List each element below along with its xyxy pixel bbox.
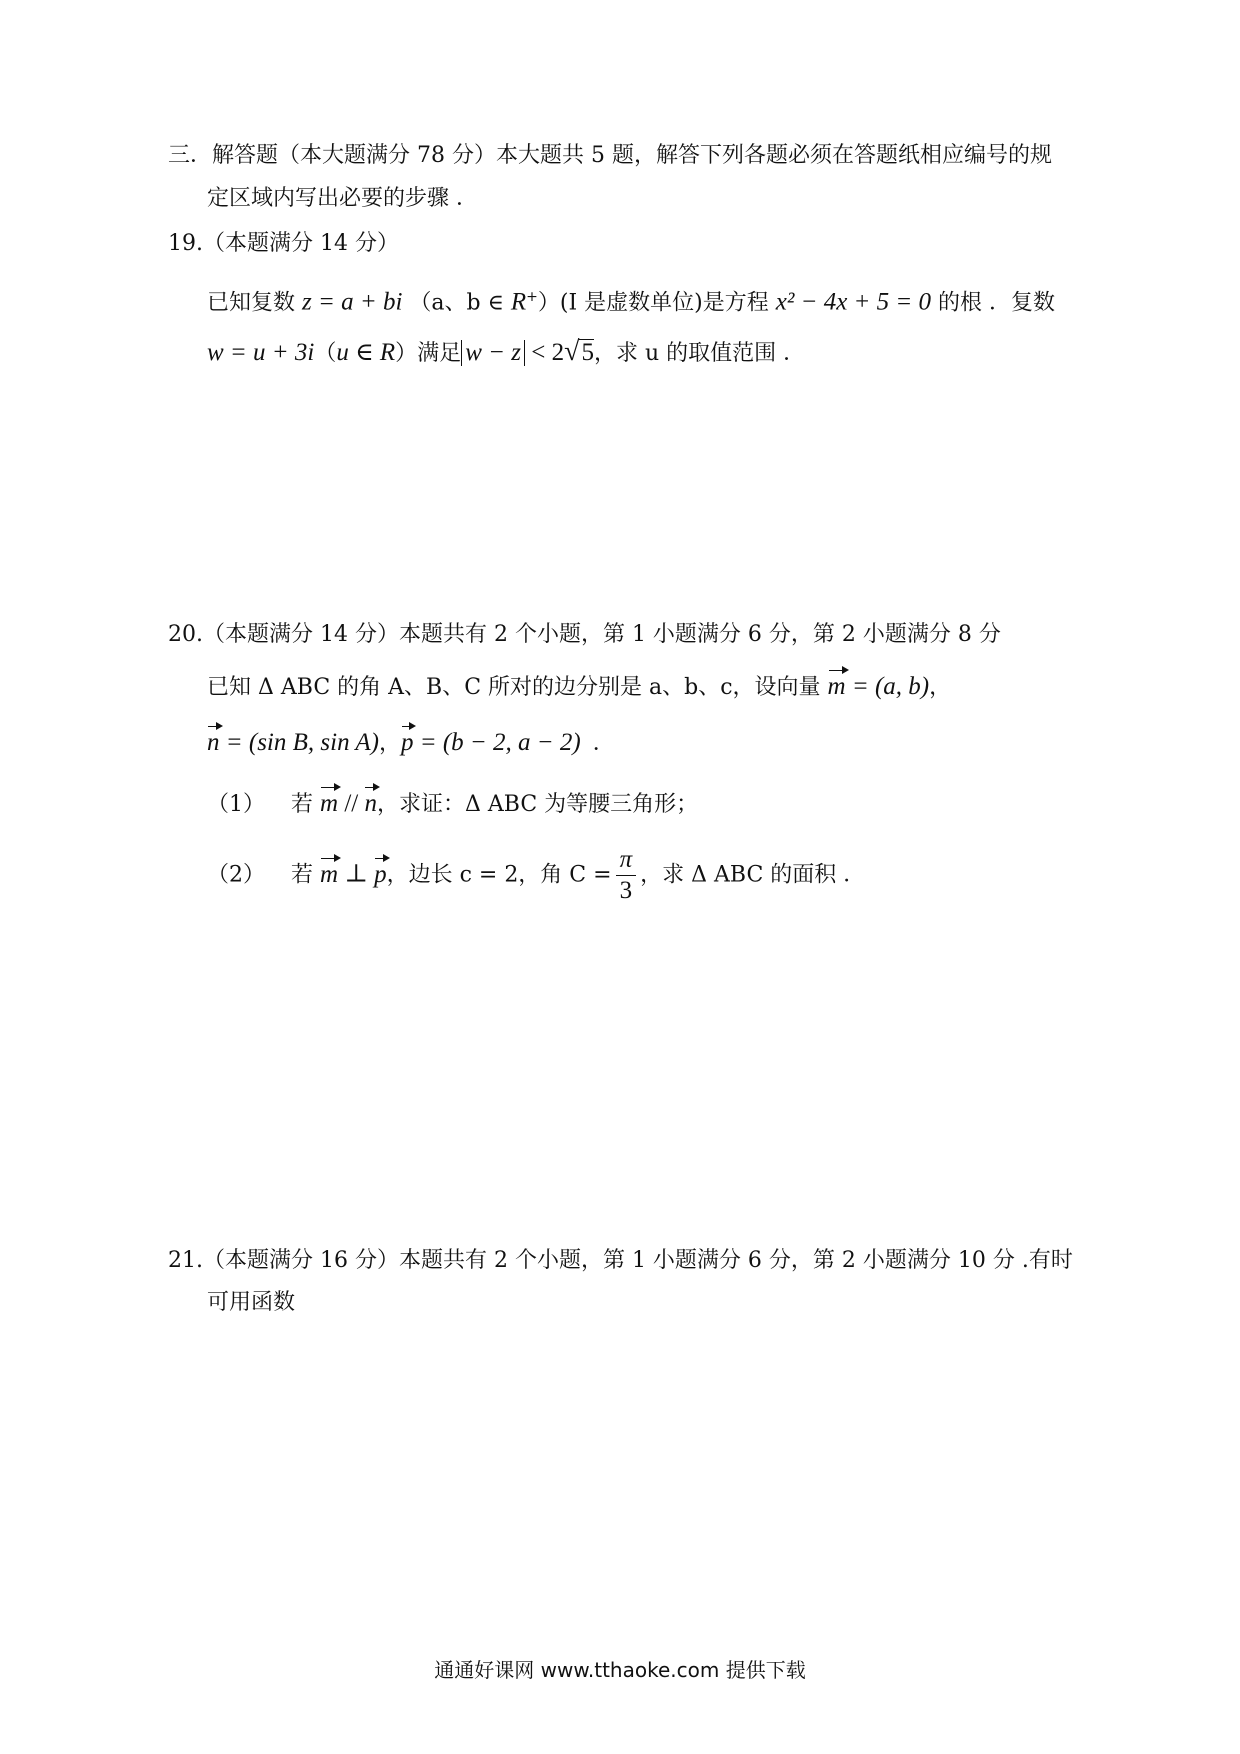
q19-u-domain: u ∈ R bbox=[336, 339, 396, 366]
q20-line2 bbox=[207, 728, 615, 759]
q19-equation: x² − 4x + 5 = 0 bbox=[775, 288, 932, 316]
q19-z-expr: z = a + bi bbox=[302, 288, 403, 316]
q20-text: ，边长 c = 2，角 C = bbox=[386, 862, 612, 888]
q20-sub1 bbox=[207, 789, 698, 820]
parallel-symbol: // bbox=[338, 790, 365, 817]
q19-header: 19.（本题满分 14 分） bbox=[168, 231, 399, 256]
vector-m-def: = (a, b) bbox=[845, 673, 930, 700]
q20-text: ， bbox=[378, 731, 401, 756]
section-heading: 三．解答题（本大题满分 78 分）本大题共 5 题，解答下列各题必须在答题纸相应编号的规 bbox=[168, 143, 1052, 168]
q20-header: 20.（本题满分 14 分）本题共有 2 个小题，第 1 小题满分 6 分，第 2 小题满分 8 分 bbox=[168, 622, 1001, 647]
q20-text: 已知 Δ ABC 的角 A、B、C 所对的边分别是 a、b、c，设向量 bbox=[207, 675, 828, 700]
q19-sqrt-arg: 5 bbox=[581, 339, 594, 366]
vector-m: m bbox=[320, 860, 339, 888]
perpendicular-symbol: ⊥ bbox=[338, 860, 375, 888]
q19-text: ，求 u 的取值范围 ． bbox=[593, 341, 806, 366]
fraction-denominator: 3 bbox=[619, 877, 633, 904]
vector-n-def: = (sin B, sin A) bbox=[219, 729, 379, 756]
q20-text: ， bbox=[929, 675, 952, 700]
q19-text: 已知复数 bbox=[207, 290, 302, 316]
vector-p: p bbox=[400, 729, 414, 756]
q20-line1 bbox=[207, 672, 951, 703]
vector-p-def: = (b − 2, a − 2) bbox=[413, 729, 581, 756]
q20-sub2 bbox=[207, 845, 865, 906]
vector-p: p bbox=[374, 860, 387, 888]
q21-header: 21.（本题满分 16 分）本题共有 2 个小题，第 1 小题满分 6 分，第 2 小题满分 10 分 .有时 bbox=[168, 1248, 1073, 1273]
q19-w-expr: w = u + 3i bbox=[207, 339, 315, 366]
q20-text: ，求 Δ ABC 的面积 ． bbox=[640, 862, 866, 888]
fraction-numerator: π bbox=[616, 845, 637, 876]
q20-text: ，求证：Δ ABC 为等腰三角形； bbox=[376, 792, 699, 817]
q20-text: 若 bbox=[291, 862, 320, 888]
q19-text: （ bbox=[314, 341, 337, 366]
q19-text: ）(I 是虚数单位)是方程 bbox=[537, 290, 776, 316]
q20-sub1-number: （1） bbox=[207, 792, 265, 817]
q19-ineq: < 2 bbox=[524, 339, 565, 366]
q19-text: 的根 ．复数 bbox=[931, 290, 1056, 316]
q19-real-set: R bbox=[510, 288, 527, 316]
q20-text: 若 bbox=[291, 792, 320, 817]
q19-abs-expr: w − z bbox=[461, 340, 525, 366]
q19-line2: w = u + 3i（u ∈ R）满足 w − z < 2√5，求 u 的取值范围 ． bbox=[207, 336, 806, 367]
page-footer: 通通好课网 www.tthaoke.com 提供下载 bbox=[434, 1658, 806, 1682]
q20-text: ． bbox=[592, 731, 615, 756]
vector-n: n bbox=[364, 790, 377, 817]
pi-over-three-fraction bbox=[616, 845, 637, 906]
vector-n: n bbox=[207, 729, 220, 756]
q20-sub2-number: （2） bbox=[207, 862, 265, 888]
vector-m: m bbox=[320, 790, 339, 817]
q19-line1: 已知复数 z = a + bi （a、b ∈ R+）(I 是虚数单位)是方程 x² − 4x + 5 = 0 的根 ．复数 bbox=[207, 288, 1056, 316]
q19-text: （a、b ∈ bbox=[402, 290, 511, 316]
section-heading-cont: 定区域内写出必要的步骤 ． bbox=[207, 186, 478, 211]
q19-text: ）满足 bbox=[395, 341, 462, 366]
q21-line2: 可用函数 bbox=[207, 1290, 296, 1315]
vector-m: m bbox=[827, 673, 846, 700]
